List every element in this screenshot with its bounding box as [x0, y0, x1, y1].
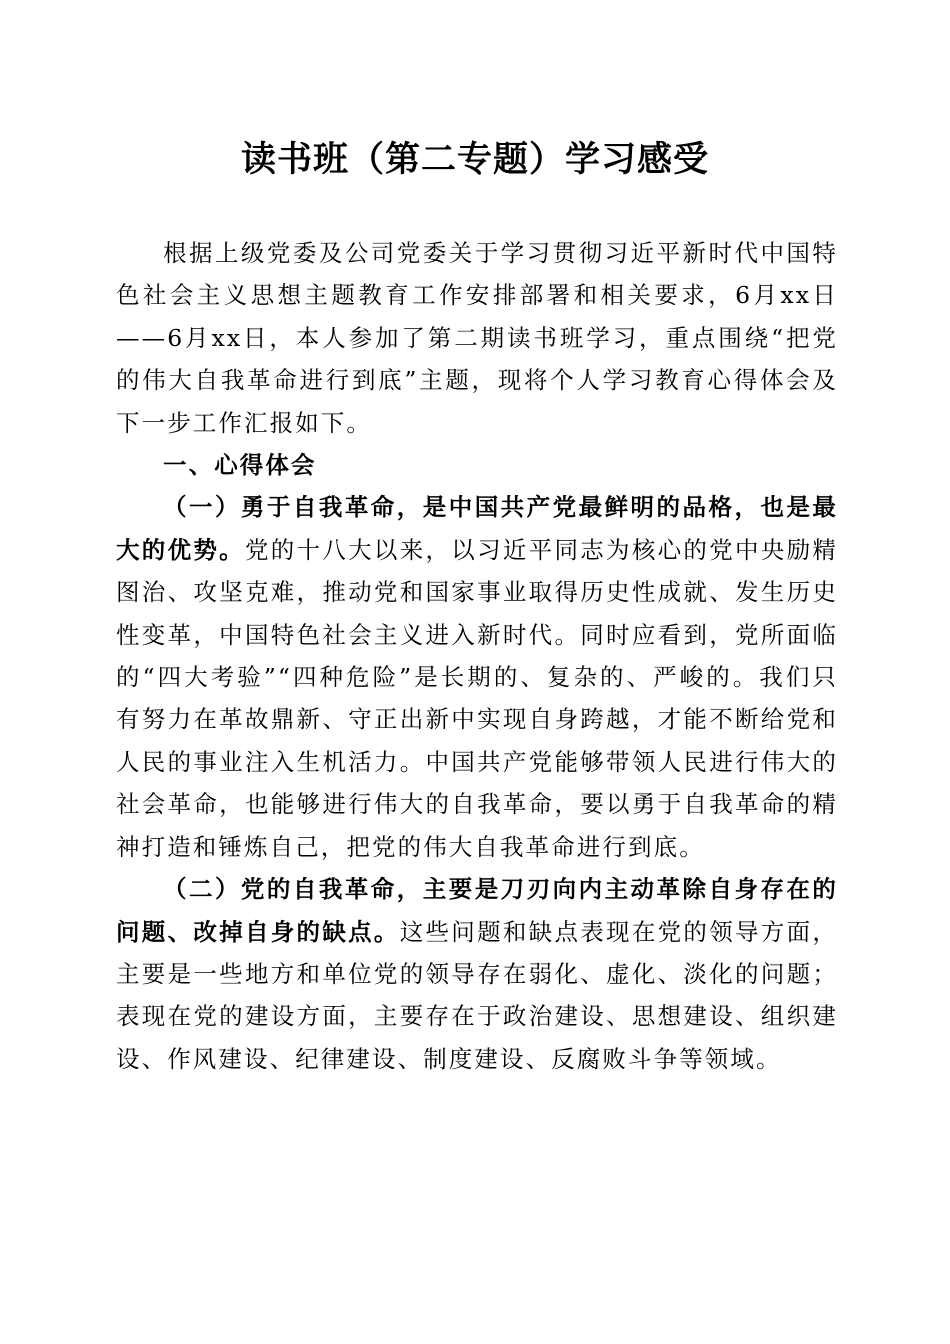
intro-paragraph: 根据上级党委及公司党委关于学习贯彻习近平新时代中国特色社会主义思想主题教育工作安排部署和相关要求，6月xx日——6月xx日，本人参加了第二期读书班学习，重点围绕“把党的伟大自我革命进行到底”主题，现将个人学习教育心得体会及下一步工作汇报如下。: [116, 239, 838, 437]
document-body: [116, 232, 838, 1080]
paragraph-1: [116, 486, 838, 868]
document-title: 读书班（第二专题）学习感受: [240, 140, 709, 180]
paragraph-1-lead: （一）勇于自我革命，是中国共产党最鲜明的品格，也是最大的优势。: [116, 493, 838, 564]
section-heading-1: 一、心得体会: [163, 451, 317, 480]
paragraph-1-body: 党的十八大以来，以习近平同志为核心的党中央励精图治、攻坚克难，推动党和国家事业取得历史性成就、发生历史性变革，中国特色社会主义进入新时代。同时应看到，党所面临的“四大考验”“四种危险”是长期的、复杂的、严峻的。我们只有努力在革故鼎新、守正出新中实现自身跨越，才能不断给党和人民的事业注入生机活力。中国共产党能够带领人民进行伟大的社会革命，也能够进行伟大的自我革命，要以勇于自我革命的精神打造和锤炼自己，把党的伟大自我革命进行到底。: [116, 535, 838, 861]
paragraph-2: [116, 868, 838, 1080]
paragraph-2-lead: （二）党的自我革命，主要是刀刃向内主动革除自身存在的问题、改掉自身的缺点。: [116, 875, 838, 946]
paragraph-2-body: 这些问题和缺点表现在党的领导方面，主要是一些地方和单位党的领导存在弱化、虚化、淡化的问题；表现在党的建设方面，主要存在于政治建设、思想建设、组织建设、作风建设、纪律建设、制度建设、反腐败斗争等领域。: [116, 917, 838, 1073]
